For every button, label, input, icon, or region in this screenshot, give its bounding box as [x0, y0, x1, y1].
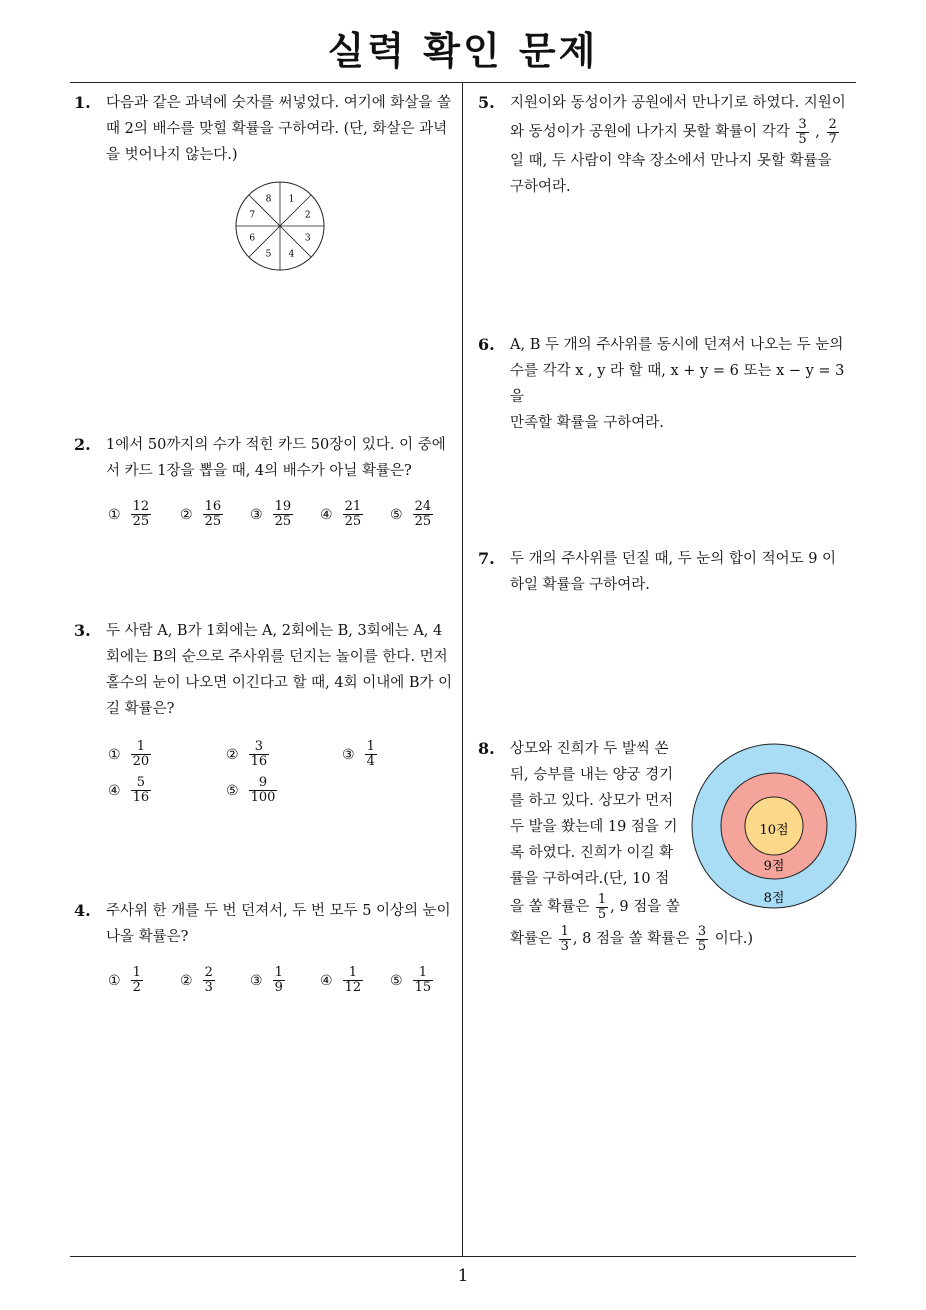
fraction: $\frac{1}{4}$ [366, 739, 375, 769]
choice-5[interactable]: ⑤ $\frac{24}{25}$ [390, 499, 432, 529]
page-title: 실력 확인 문제 [327, 29, 599, 73]
choice-1[interactable]: ① $\frac{12}{25}$ [108, 499, 150, 529]
problem-text: 1에서 50까지의 수가 적힌 카드 50장이 있다. 이 중에서 카드 1장을 뽑을 때, 4의 배수가 아닐 확률은? [106, 437, 446, 479]
text-line: 두 발을 쐈는데 19 점을 기 [510, 819, 678, 835]
wheel-label: 6 [249, 233, 256, 244]
fraction: $\frac{9}{100}$ [250, 775, 276, 805]
choice-2[interactable]: ② $\frac{3}{16}$ [226, 739, 268, 769]
problem-text: 다음과 같은 과녁에 숫자를 써넣었다. 여기에 화살을 쏠 때 2의 배수를 맞힐 확률을 구하여라. (단, 화살은 과녁을 벗어나지 않는다.) [106, 95, 452, 163]
problem-4 [74, 898, 456, 950]
problem-number: 3. [74, 621, 91, 640]
choice-4[interactable]: ④ $\frac{1}{12}$ [320, 965, 362, 995]
choice-3[interactable]: ③ $\frac{1}{9}$ [250, 965, 283, 995]
problem-number: 5. [478, 93, 495, 112]
text-line: 하일 확률을 구하여라. [510, 577, 650, 593]
choice-1[interactable]: ① $\frac{1}{2}$ [108, 965, 141, 995]
fraction: $\frac{3}{16}$ [250, 739, 268, 769]
fraction: $\frac{1}{12}$ [344, 965, 362, 995]
choice-4[interactable]: ④ $\frac{5}{16}$ [108, 775, 150, 805]
text-line: 확률은 $\frac{1}{3}$ , 8 점을 쏠 확률은 $\frac{3}{5}$ 이다.) [510, 923, 754, 954]
wheel-label: 4 [288, 249, 295, 260]
text-line: 일 때, 두 사람이 약속 장소에서 만나지 못할 확률을 [510, 153, 832, 169]
choice-1[interactable]: ① $\frac{1}{20}$ [108, 739, 150, 769]
fraction: $\frac{1}{2}$ [132, 965, 141, 995]
fraction: $\frac{21}{25}$ [344, 499, 362, 529]
wheel-label: 7 [249, 210, 256, 221]
choice-3[interactable]: ③ $\frac{1}{4}$ [342, 739, 375, 769]
wheel-label: 2 [304, 210, 311, 221]
problem-5 [478, 90, 860, 200]
problem-2 [74, 432, 456, 484]
text-line: 만족할 확률을 구하여라. [510, 415, 664, 431]
fraction: $\frac{12}{25}$ [132, 499, 150, 529]
fraction: $\frac{16}{25}$ [204, 499, 222, 529]
fraction: $\frac{19}{25}$ [274, 499, 292, 529]
fraction: $\frac{2}{7}$ [828, 116, 837, 147]
top-rule [70, 82, 856, 83]
problem-number: 2. [74, 435, 91, 454]
choice-5[interactable]: ⑤ $\frac{1}{15}$ [390, 965, 432, 995]
problem-number: 7. [478, 549, 495, 568]
text-line: 를 하고 있다. 상모가 먼저 [510, 793, 674, 809]
fraction: $\frac{1}{3}$ [560, 923, 569, 954]
choice-2[interactable]: ② $\frac{2}{3}$ [180, 965, 213, 995]
choice-2[interactable]: ② $\frac{16}{25}$ [180, 499, 222, 529]
text-line: 률을 구하여라.(단, 10 점 [510, 871, 670, 887]
label-10: 10점 [759, 823, 789, 838]
wheel-label: 1 [288, 194, 295, 205]
text-line: 와 동성이가 공원에 나가지 못할 확률이 각각 $\frac{3}{5}$ , $\frac{2}{7}$ [510, 116, 837, 147]
problem-3 [74, 618, 456, 722]
archery-target [690, 742, 858, 910]
problem-number: 4. [74, 901, 91, 920]
target-wheel [234, 180, 326, 272]
text-line: 록 하였다. 진희가 이길 확 [510, 845, 674, 861]
fraction: $\frac{3}{5}$ [697, 923, 707, 954]
fraction: $\frac{24}{25}$ [414, 499, 432, 529]
problem-1 [74, 90, 456, 168]
problem-number: 6. [478, 335, 495, 354]
wheel-label: 3 [304, 233, 311, 244]
choice-3[interactable]: ③ $\frac{19}{25}$ [250, 499, 292, 529]
problem-text: 주사위 한 개를 두 번 던져서, 두 번 모두 5 이상의 눈이 나올 확률은? [106, 903, 451, 945]
text-line: A, B 두 개의 주사위를 동시에 던져서 나오는 두 눈의 [510, 337, 844, 353]
text-line: 두 개의 주사위를 던질 때, 두 눈의 합이 적어도 9 이 [510, 551, 837, 567]
column-divider [462, 82, 463, 1257]
fraction: $\frac{3}{5}$ [798, 116, 807, 147]
text-line: 지원이와 동성이가 공원에서 만나기로 하였다. 지원이 [510, 95, 846, 111]
problem-7 [478, 546, 860, 598]
problem-number: 1. [74, 93, 91, 112]
bottom-rule [70, 1256, 856, 1257]
choice-5[interactable]: ⑤ $\frac{9}{100}$ [226, 775, 276, 805]
label-8: 8점 [763, 891, 785, 906]
problem-6 [478, 332, 860, 436]
text-line: 뒤, 승부를 내는 양궁 경기 [510, 767, 674, 783]
text-line: 상모와 진희가 두 발씩 쏜 [510, 741, 669, 757]
problem-number: 8. [478, 739, 495, 758]
fraction: $\frac{1}{15}$ [414, 965, 432, 995]
fraction: $\frac{5}{16}$ [132, 775, 150, 805]
page-number: 1 [457, 1266, 469, 1286]
wheel-label: 8 [265, 194, 272, 205]
text-line: 을 쏠 확률은 $\frac{1}{5}$ , 9 점을 쏠 [510, 891, 680, 922]
text-line: 구하여라. [510, 179, 571, 195]
fraction: $\frac{1}{20}$ [132, 739, 150, 769]
fraction: $\frac{1}{9}$ [274, 965, 283, 995]
wheel-label: 5 [265, 249, 272, 260]
problem-text: 두 사람 A, B가 1회에는 A, 2회에는 B, 3회에는 A, 4회에는 B의 순으로 주사위를 던지는 놀이를 한다. 먼저 홀수의 눈이 나오면 이긴다고 할 때, 4회 이내에 B가 이길 확률은? [106, 623, 453, 717]
fraction: $\frac{2}{3}$ [204, 965, 213, 995]
label-9: 9점 [763, 859, 785, 874]
fraction: $\frac{1}{5}$ [597, 891, 607, 922]
text-line: 수를 각각 x , y 라 할 때, x + y = 6 또는 x − y = 3 을 [510, 363, 845, 405]
problem-8 [478, 736, 754, 956]
choice-4[interactable]: ④ $\frac{21}{25}$ [320, 499, 362, 529]
